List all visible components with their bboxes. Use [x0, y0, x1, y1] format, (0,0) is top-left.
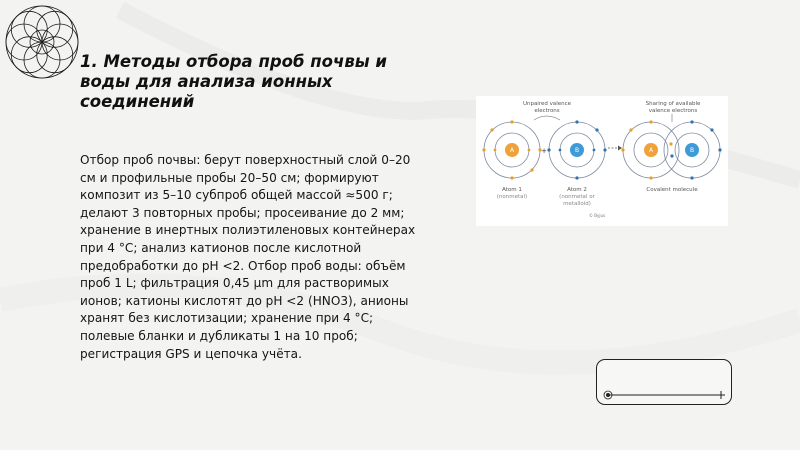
atom-a-symbol: A [509, 147, 515, 154]
unpaired-electrons-label: Unpaired valence electrons [522, 101, 572, 114]
audio-player[interactable] [596, 359, 732, 405]
atom1-sublabel: (nonmetal) [496, 194, 528, 200]
reaction-arrowhead [618, 146, 622, 151]
sharing-electrons-label: Sharing of available valence electrons [645, 101, 701, 114]
pointer-line [534, 116, 560, 120]
diagram-copyright: © Byjus [589, 213, 606, 218]
audio-end-marker-icon [717, 391, 725, 399]
slide-title: 1. Методы отбора проб почвы и воды для анализа ионных соединений [80, 52, 387, 111]
covalent-bond-diagram [476, 96, 728, 226]
atom-b-symbol: B [574, 147, 580, 154]
atom2-sublabel: (nonmetal or metalloid) [559, 194, 595, 207]
atom2-label: Atom 2 [567, 187, 587, 193]
slide-body-text: Отбор проб почвы: берут поверхностный слой 0–20 см и профильные пробы 20–50 см; формируют композит из 5–10 субпроб общей массой ≈500 г; делают 3 повторных пробы; просеивание до 2 мм; хранение в инертных полиэтиленовых контейнерах при 4 °C; анализ катионов после кислотной предобработки до pH <2. Отбор проб воды: объём проб 1 L; фильтрация 0,45 µm для растворимых ионов; катионы кислотят до pH <2 (HNO3), анионы хранят без кислотизации; хранение при 4 °C; полевые бланки и дубликаты 1 на 10 проб; регистрация GPS и цепочка учёта. [80, 153, 416, 361]
plus-sign: + [541, 147, 547, 155]
atom1-label: Atom 1 [502, 187, 522, 193]
spirograph-logo-icon [2, 2, 82, 82]
audio-player-controls [597, 360, 733, 406]
molecule-label: Covalent molecule [646, 187, 698, 193]
molecule-atom-b-symbol: B [689, 147, 695, 154]
molecule-atom-a-symbol: A [648, 147, 654, 154]
audio-playhead-icon [606, 393, 610, 397]
